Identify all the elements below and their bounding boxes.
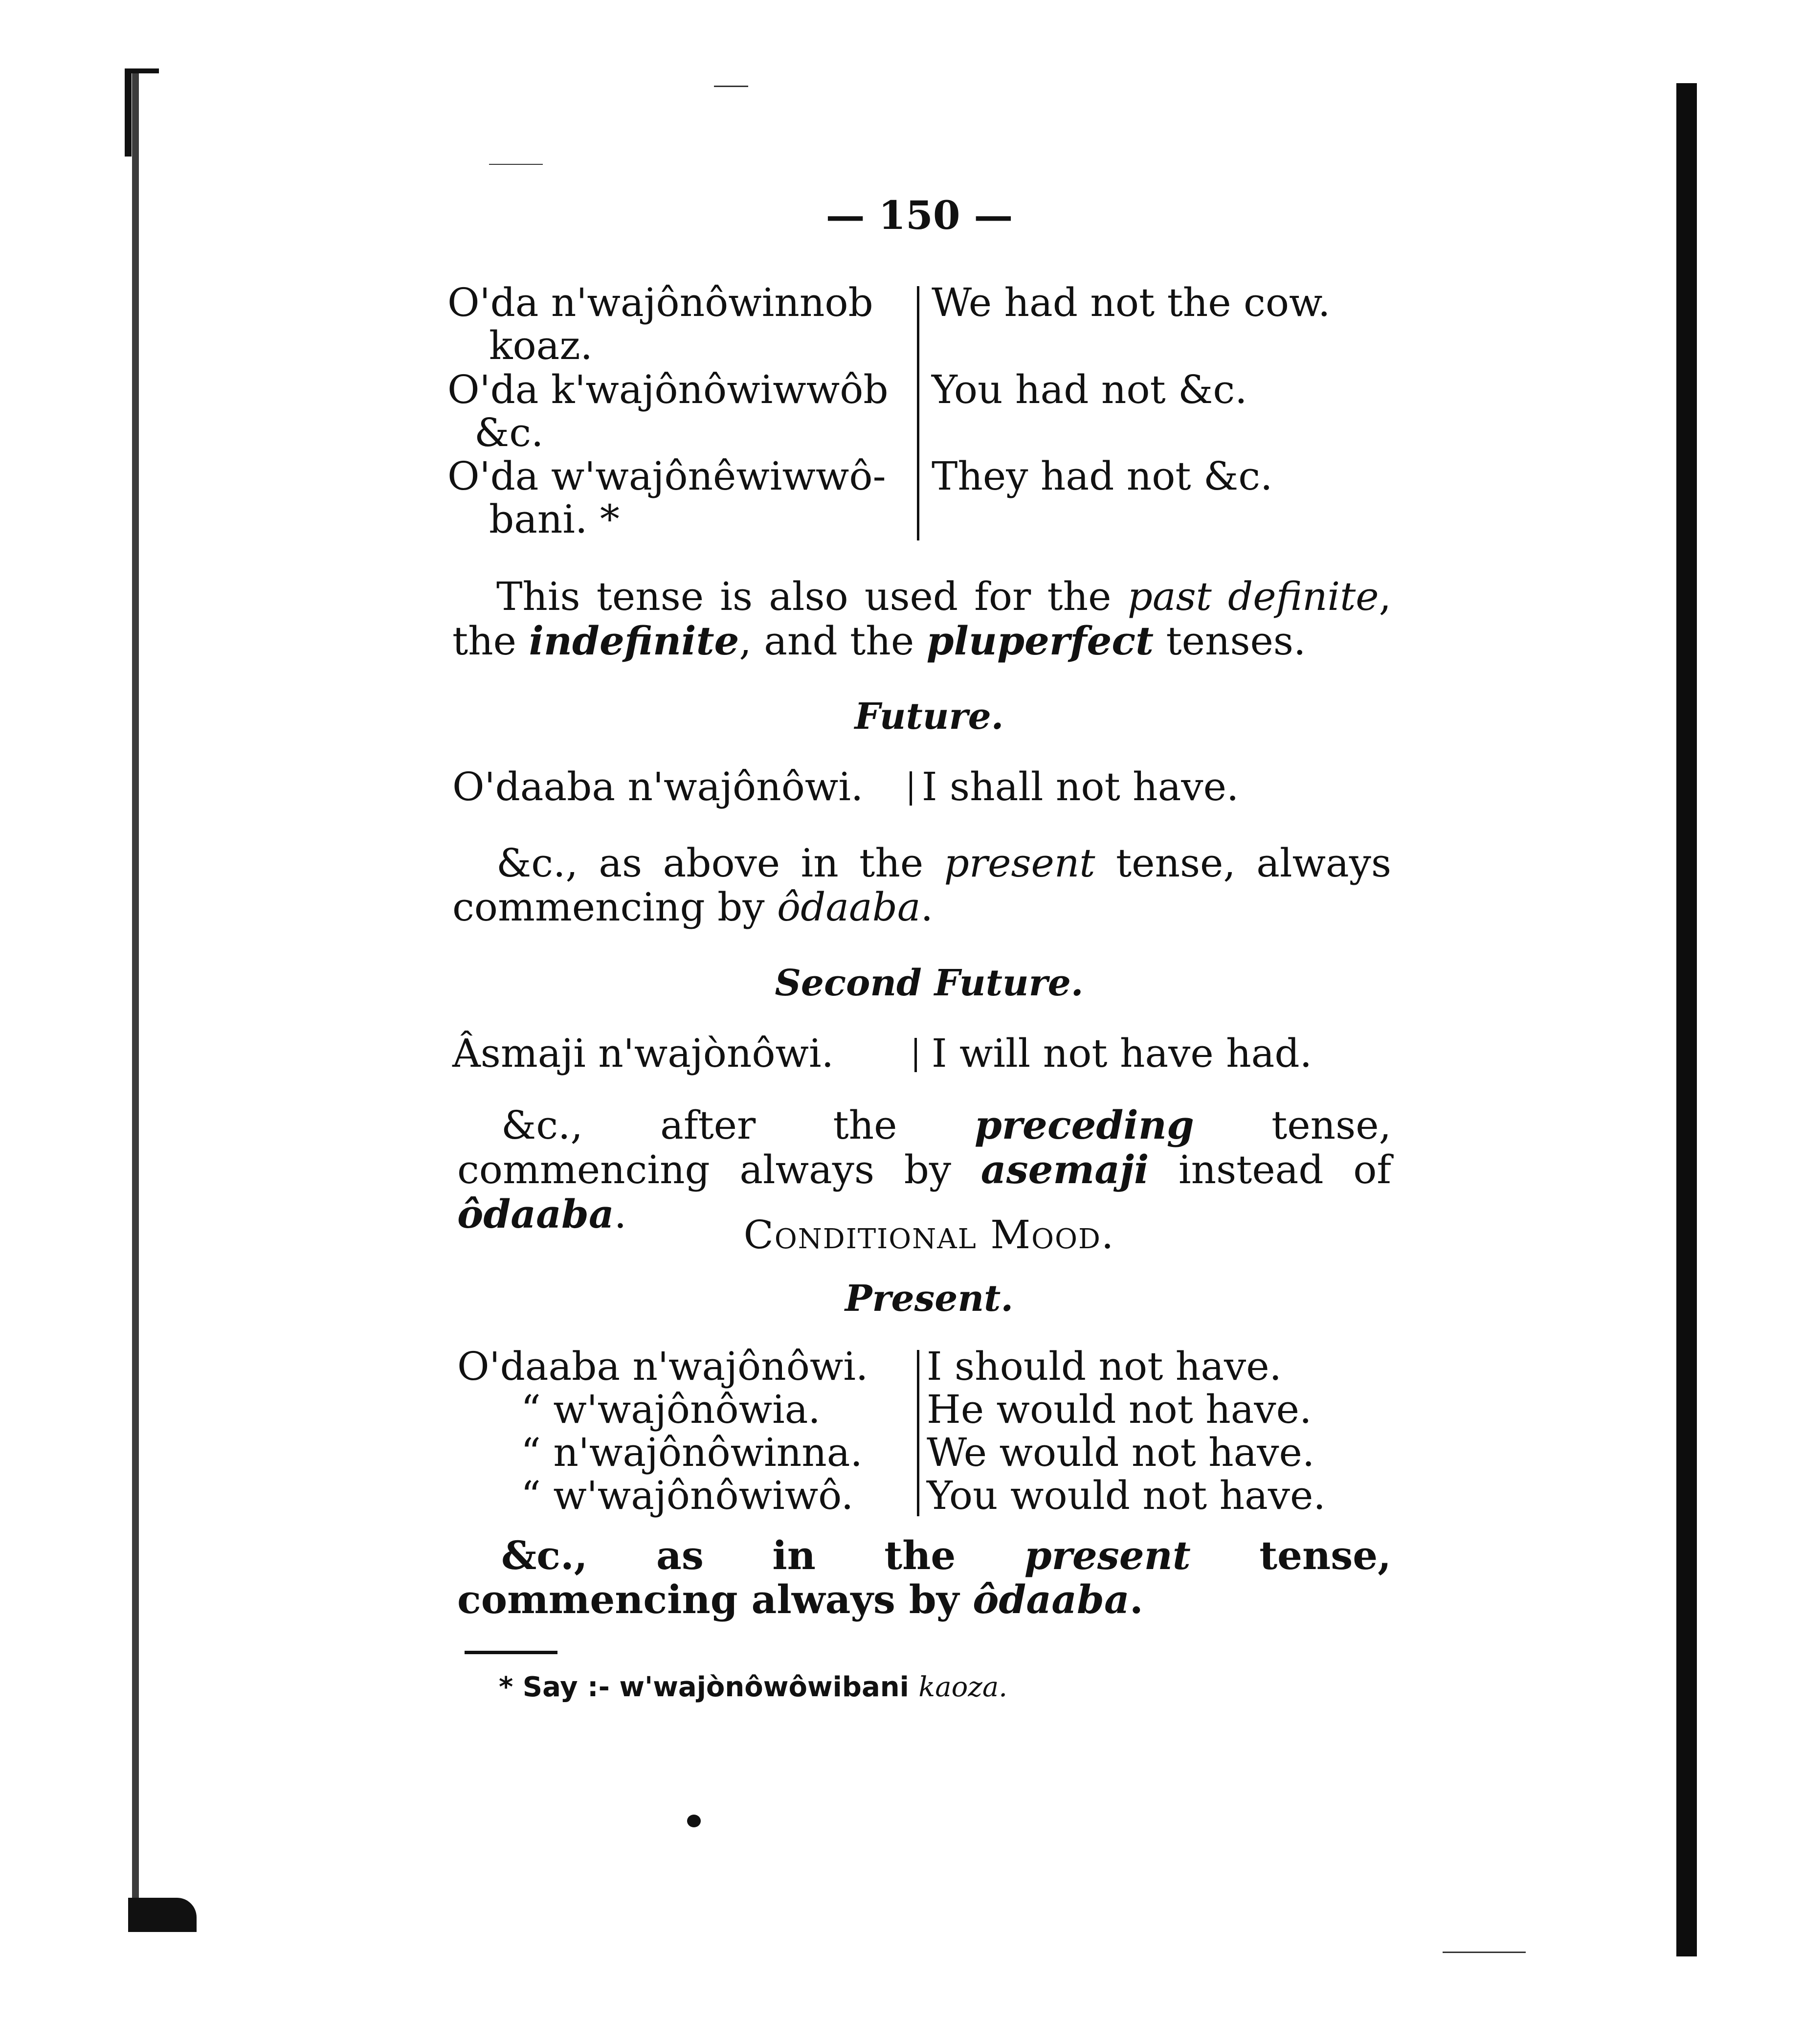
paragraph-tense-note: This tense is also used for the past definite, the indefinite, and the pluperfect tenses. (452, 574, 1391, 664)
table-cell-left: “ w'wajônôwia. (521, 1387, 821, 1432)
footnote-rule (465, 1651, 557, 1654)
heading-future: Future. (854, 696, 1004, 738)
heading-second-future: Second Future. (775, 962, 1084, 1004)
table-cell-left: O'daaba n'wajônôwi. (457, 1344, 868, 1389)
row-left: Âsmaji n'wajònôwi. (452, 1031, 834, 1076)
paragraph-second-future-note: &c., after the preceding tense, commencing always by asemaji instead of ôdaaba. (457, 1102, 1392, 1237)
table-cell-right: We had not the cow. (932, 280, 1331, 325)
scan-speck (714, 86, 748, 87)
scan-speck (1443, 1952, 1526, 1953)
heading-present: Present. (845, 1278, 1014, 1320)
table-cell-left-cont: &c. (474, 410, 544, 455)
table-cell-right: I should not have. (927, 1344, 1282, 1389)
table-cell-right: You had not &c. (932, 367, 1247, 412)
row-left: O'daaba n'wajônôwi. (452, 764, 864, 809)
paradigm-row-second-future (452, 1032, 1381, 1081)
table-cell-right: He would not have. (927, 1387, 1312, 1432)
paradigm-table-conditional (457, 1345, 1386, 1521)
table-cell-left: O'da k'wajônôwiwwôb (447, 367, 889, 412)
paragraph-conditional-note: &c., as in the present tense, commencing always by ôdaaba. (457, 1532, 1391, 1622)
table-cell-left-cont: bani. * (489, 496, 620, 542)
scan-left-edge (132, 68, 139, 1932)
table-divider (917, 286, 919, 540)
paragraph-future-note: &c., as above in the present tense, always commencing by ôdaaba. (452, 840, 1391, 930)
table-cell-left: “ n'wajônôwinna. (521, 1430, 863, 1475)
table-cell-right: You would not have. (927, 1473, 1326, 1518)
table-cell-right: They had not &c. (932, 453, 1273, 499)
paradigm-table-past (447, 281, 1377, 545)
table-divider (917, 1350, 919, 1516)
page-number: — 150 — (825, 192, 1013, 238)
table-cell-left: “ w'wajônôwiwô. (521, 1473, 854, 1518)
table-cell-left: O'da n'wajônôwinnob (447, 280, 873, 325)
scan-left-edge-bottom (128, 1898, 197, 1932)
table-cell-left: O'da w'wajônêwiwwô- (447, 453, 886, 499)
heading-conditional-mood: Conditional Mood. (743, 1212, 1115, 1258)
row-divider (910, 771, 912, 806)
scan-speck (489, 164, 543, 165)
paradigm-row-future (452, 765, 1381, 814)
footnote: * Say :- w'wajònôwôwibani kaoza. (499, 1671, 1008, 1703)
ink-blot (687, 1815, 701, 1827)
row-right: I shall not have. (922, 764, 1239, 809)
scan-right-bar (1676, 83, 1697, 1956)
scan-left-edge-top (125, 68, 159, 157)
row-divider (914, 1038, 917, 1072)
table-cell-right: We would not have. (927, 1430, 1315, 1475)
row-right: I will not have had. (932, 1031, 1313, 1076)
table-cell-left-cont: koaz. (489, 323, 593, 368)
